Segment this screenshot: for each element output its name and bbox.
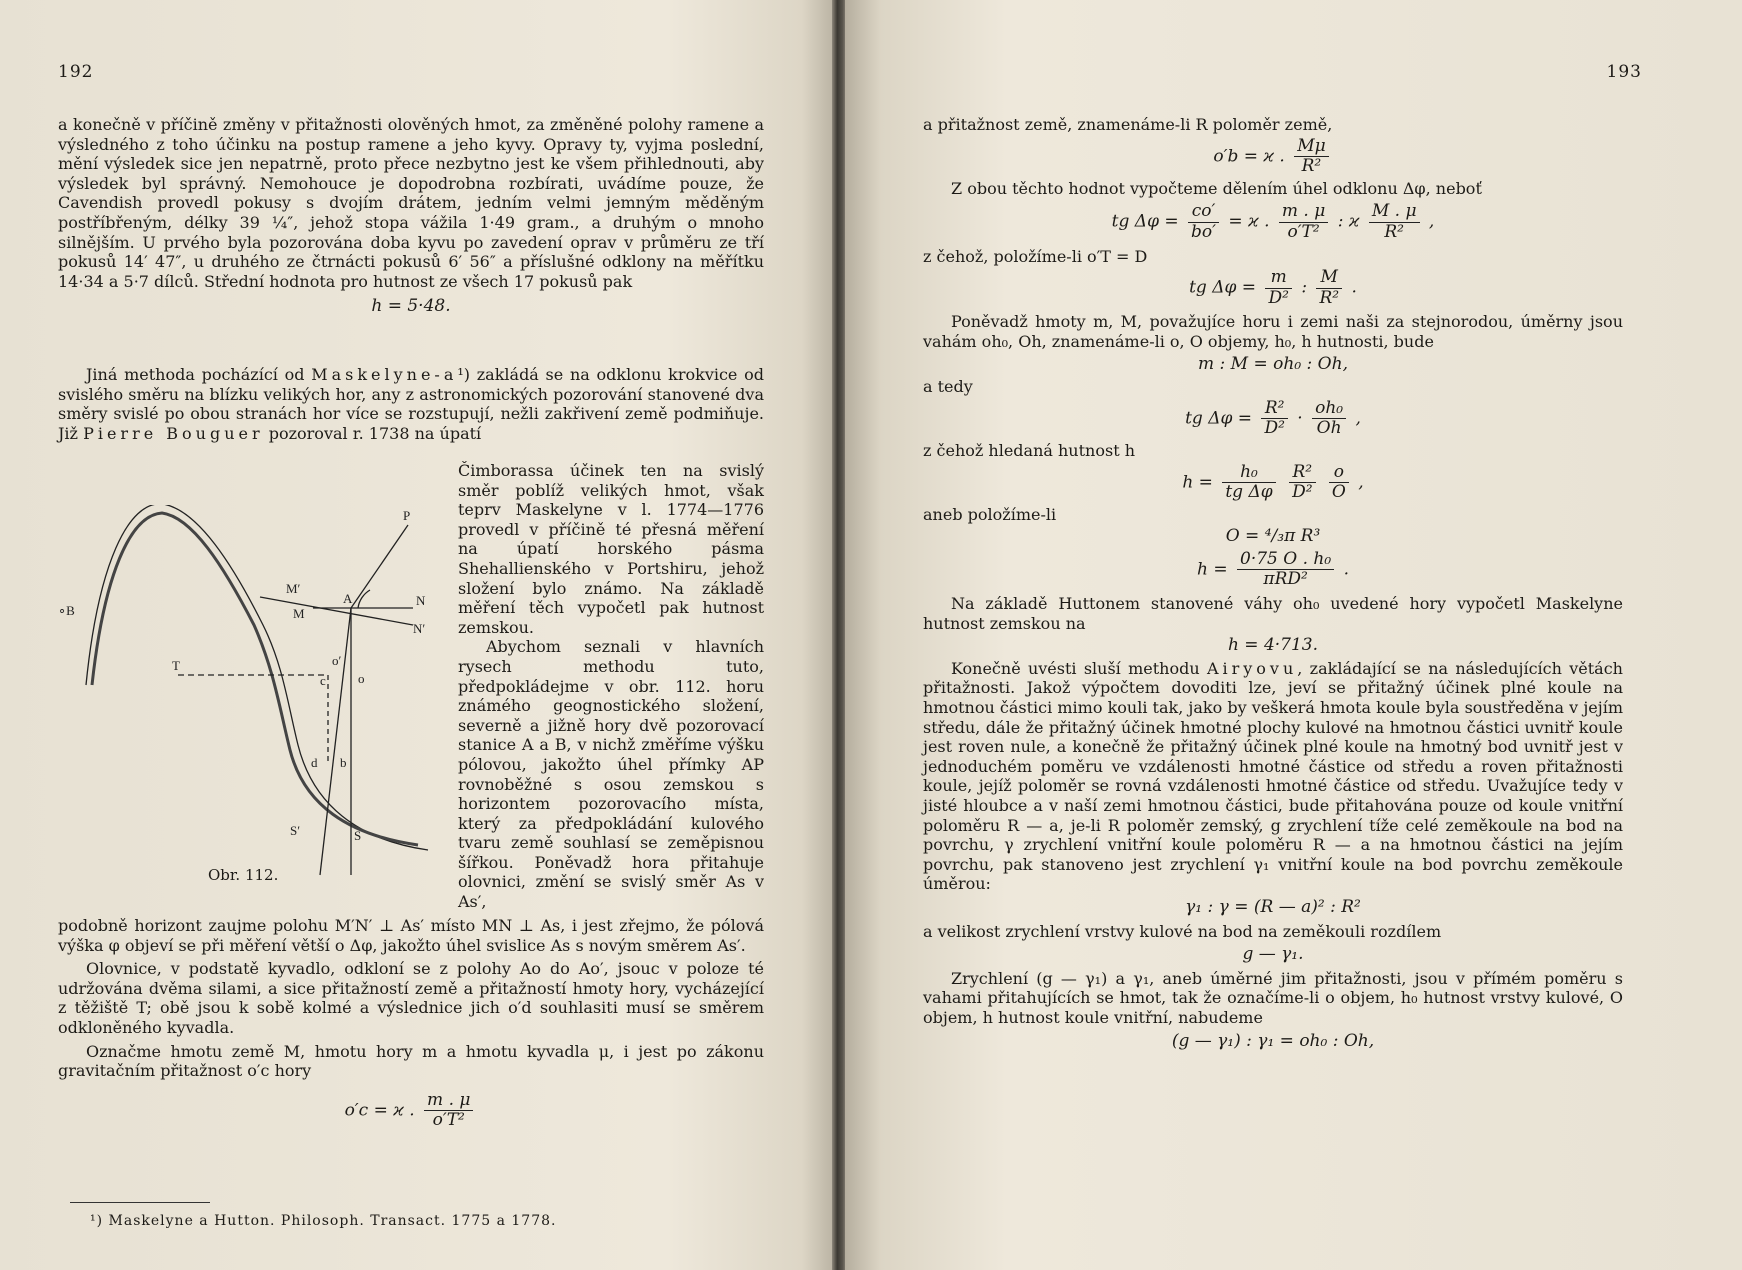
f2-c-num: M . μ [1369,202,1420,223]
formula-ratio: m : M = oh₀ : Oh, [1198,353,1348,374]
angle-arc [358,590,370,608]
left-wrap-text [458,461,764,912]
f6-frac-c [1329,463,1349,503]
formula-oc-lhs: o′c = ϰ . [344,1100,415,1121]
f6-frac-b [1289,463,1315,503]
line-horizon-MN-prime [260,597,413,625]
f2-b-den: o′T² [1287,221,1320,242]
label-S: S [354,828,362,843]
f6-frac-a [1222,463,1275,503]
figure-112 [58,505,438,885]
f8-num: 0·75 O . h₀ [1237,550,1334,571]
left-para-4-text: Olovnice, v podstatě kyvadlo, odkloní se z polohy Ao do Ao′, jsouc v poloze té udržována dvěma silami, a sice přitažností země a přitažností hmoty hory, vycházející z těžiště T; obě jsou k sobě kolmé a výslednice jich o′d souhlasiti musí se směrem odkloněného kyvadla. [58,959,764,1037]
right-line-2: Z obou těchto hodnot vypočteme dělením úhel odklonu Δφ, neboť [951,178,1482,198]
formula-tg-3 [923,399,1623,439]
page-number-left: 192 [58,62,94,82]
label-A: A [343,591,353,606]
f2-a-num: co′ [1188,202,1219,223]
line-AP [351,525,408,608]
f3-b-den: R² [1319,287,1340,308]
formula-oc-num: m . μ [424,1091,473,1112]
f3-sep: : [1301,277,1308,298]
f6-c-num: o [1329,463,1349,484]
left-page [0,0,835,1270]
f3-a-num: m [1265,268,1291,289]
mountain-hatching [92,513,418,845]
label-B: ∘B [58,603,75,618]
f5-b-num: oh₀ [1312,399,1346,420]
f6-c-den: O [1331,482,1346,503]
name-bouguer: Pierre Bouguer [83,423,264,443]
formula-final: (g — γ₁) : γ₁ = oh₀ : Oh, [1171,1030,1375,1051]
f3-end: . [1351,277,1357,298]
f2-frac-a [1188,202,1219,242]
f5-lhs: tg Δφ = [1185,408,1253,429]
left-para-3 [58,916,764,1131]
label-S-prime: S′ [290,823,301,838]
f5-frac-a [1261,399,1287,439]
para3-part-a: Konečně uvésti sluší methodu [951,658,1200,678]
f2-c-den: R² [1384,221,1404,242]
formula-ob-num: Mμ [1294,137,1328,158]
f8-end: . [1343,559,1349,580]
right-line-1: a přitažnost země, znamenáme-li R poloměr země, [923,115,1333,134]
f5-dot: · [1297,408,1303,429]
footnote-rule [70,1202,210,1203]
label-N-prime: N′ [413,621,426,636]
label-M-prime: M′ [286,581,301,596]
label-M: M [293,606,305,621]
formula-ob-frac [1294,137,1328,177]
formula-oc-den: o′T² [432,1110,465,1131]
right-page [845,0,1742,1270]
label-o: o [358,671,365,686]
page-number-right: 193 [1606,62,1642,82]
formula-h-2 [923,550,1623,590]
footnote: ¹) Maskelyne a Hutton. Philosoph. Transact. 1775 a 1778. [90,1213,557,1229]
name-maskelyne: Maskelyne-a [311,365,458,384]
right-para-2: Na základě Huttonem stanovené váhy oh₀ uvedené hory vypočetl Maskelyne hutnost zemskou na [923,594,1623,633]
f2-lhs: tg Δφ = [1111,211,1179,232]
f3-frac-a [1265,268,1291,308]
right-para-3 [923,659,1623,894]
f6-a-den: tg Δφ [1225,482,1273,503]
left-para-3-text: podobně horizont zaujme polohu M′N′ ⊥ As′ místo MN ⊥ As, i jest zřejmo, že pólová výška φ objeví se při měření větší o Δφ, jakožto úhel svislice As s novým směrem As′. [58,916,764,955]
f5-frac-b [1312,399,1346,439]
formula-tg-1 [923,202,1623,242]
formula-ob [923,137,1623,177]
label-o-prime: o′ [332,653,342,668]
f6-end: , [1358,472,1364,493]
f2-frac-b [1279,202,1328,242]
para2-part-a: Jiná methoda pocházící od [86,365,305,384]
f6-b-num: R² [1289,463,1315,484]
label-T: T [172,658,180,673]
right-line-4: a tedy [923,377,973,397]
right-body [923,115,1623,1055]
f2-frac-c [1369,202,1420,242]
f3-a-den: D² [1268,287,1289,308]
f3-b-num: M [1316,268,1342,289]
formula-oc-frac [424,1091,473,1131]
wrap-text-1: Čimborassa účinek ten na svislý směr poblíž velikých hmot, však teprv Maskelyne v l. 1774—1776 provedl v příčině té přesná měření na úpatí horského pásma Shehallienského v Portshiru, jehož složení bylo známo. Na základě měření těch vypočetl pak hutnost zemskou. [458,461,764,637]
formula-h-1 [923,463,1623,503]
f2-a-den: bo′ [1191,221,1217,242]
left-para-5-text: Označme hmotu země M, hmotu hory m a hmotu kyvadla μ, i jest po zákonu gravitačním přitažnost o′c hory [58,1041,764,1081]
f5-a-num: R² [1261,399,1287,420]
right-para-4: Zrychlení (g — γ₁) a γ₁, aneb úměrné jim přitažnosti, jsou v přímém poměru s vahami přitahujících se hmot, tak že označíme-li o objem, h₀ hutnost vrstvy kulové, O objem, h hutnost koule vnitřní, nabudeme [923,968,1623,1027]
f2-sep: : ϰ [1337,211,1360,232]
f6-lhs: h = [1182,472,1213,493]
left-para-1-text: a konečně v příčině změny v přitažnosti olověných hmot, za změněné polohy ramene a výsledného z toho účinku na postup ramene a jeho kyvy. Opravy ty, vyjma poslední, mění výsledek sice jen nepatrně, proto přece nezbytno jest ke všem přihlednouti, aby výsledek byl správný. Nemohouce je dopodrobna rozbírati, uvádíme pouze, že Cavendish provedl pokusy s dvojím drátem, jedním velmi jemným měděným postříbřeným, délky 39 ¼″, jehož stopa vážila 1·49 gram., a druhým o mnoho silnějším. U prvého byla pozorována doba kyvu po zavedení oprav v průměru ze tří pokusů 14′ 47″, u druhého ze čtrnácti pokusů 6′ 56″ a příslušné odklony na měřítku 14·34 a 5·7 dílců. Střední hodnota pro hutnost ze všech 17 pokusů pak [58,115,764,291]
label-d: d [311,755,318,770]
line-vertical-As-prime [320,608,351,875]
mountain-outline [86,505,428,850]
label-b: b [340,755,347,770]
left-para-2 [58,365,764,443]
label-P: P [403,508,411,523]
formula-volume: O = ⁴/₃π R³ [1225,526,1321,547]
f5-a-den: D² [1264,418,1285,439]
f5-end: , [1355,408,1361,429]
right-line-6: aneb položíme-li [923,504,1057,524]
f5-b-den: Oh [1316,418,1342,439]
f2-mid: = ϰ . [1228,211,1270,232]
f2-b-num: m . μ [1279,202,1328,223]
para3-part-b: , zakládající se na následujících větách přitažnosti. Jakož výpočtem dovoditi lze, jeví se přitažný účinek plné koule na hmotnou částici mimo kouli tak, jako by veškerá hmota koule byla soustředěna v jejím středu, dále že přitažný účinek hmotné plochy kulové na hmotnou částici uvnitř koule jest roven nule, a konečně že přitažný účinek plné koule na hmotný bod uvnitř jest v jednoduchém poměru ve vzdálenosti hmotné částice od středu a roven přitažnosti koule, jejíž poloměr se rovná vzdálenosti hmotné částice od středu. Uvažujíce tedy v jisté hloubce a v naší zemi hmotnou částici, bude přitahována pouze od koule vnitřní poloměru R — a, je-li R poloměr zemský, g zrychlení tíže celé zeměkoule na bod na povrchu, γ zrychlení vnitřní koule poloměru R — a na hmotnou částici na jejím povrchu, pak stanoveno jest zrychlení γ₁ vnitřní koule na bod povrchu zeměkoule úměrou: [923,658,1623,894]
label-N: N [416,593,426,608]
para2-part-c: pozoroval r. 1738 na úpatí [268,423,482,443]
right-line-7: a velikost zrychlení vrstvy kulové na bod na zeměkouli rozdílem [923,921,1442,941]
f8-lhs: h = [1197,559,1228,580]
wrap-text-2: Abychom seznali v hlavních rysech methodu tuto, předpokládejme v obr. 112. horu známého geognostického složení, severně a jižně hory dvě pozorovací stanice A a B, v nichž změříme výšku pólovou, jakožto úhel přímky AP rovnoběžné s osou zemskou s horizontem pozorovacího místa, který za předpokládání kulového tvaru země souhlasí se zeměpisnou šířkou. Poněvadž hora přitahuje olovnici, změní se svislý směr As v As′, [458,637,764,912]
left-para-1 [58,115,764,317]
formula-g-diff: g — γ₁. [1242,944,1304,965]
formula-gamma-ratio: γ₁ : γ = (R — a)² : R² [1185,896,1361,917]
f3-frac-b [1316,268,1342,308]
formula-ob-lhs: o′b = ϰ . [1213,146,1285,167]
label-c: c [320,673,326,688]
formula-hustota-1: h = 5·48. [371,296,451,317]
f8-den: πRD² [1263,569,1308,590]
figure-caption: Obr. 112. [208,866,279,884]
f6-b-den: D² [1292,482,1313,503]
f6-a-num: h₀ [1222,463,1275,484]
f2-end: , [1428,211,1435,232]
right-line-5: z čehož hledaná hutnost h [923,440,1136,460]
right-para-1: Poněvadž hmoty m, M, považujíce horu i zemi naši za stejnorodou, úměrny jsou vahám oh₀, Oh, znamenáme-li o, O objemy, h₀, h hutnosti, bude [923,312,1623,351]
formula-tg-2 [923,268,1623,308]
left-para-2-text [58,365,764,443]
f8-frac [1237,550,1334,590]
formula-oc [58,1091,764,1131]
f3-lhs: tg Δφ = [1189,277,1257,298]
right-line-3: z čehož, položíme-li o′T = D [923,246,1148,266]
formula-ob-den: R² [1301,156,1322,177]
formula-h-value: h = 4·713. [1227,635,1319,656]
para2-part-b: ¹) zakládá se na odklonu krokvice od svislého směru na blízku velikých hor, any z astronomických pozorování stanovené dva směry svislé po obou stranách hor více se rozstupují, nežli zakřivení země podmiňuje. Již [58,365,764,443]
name-airy: Airyovu [1206,658,1298,678]
